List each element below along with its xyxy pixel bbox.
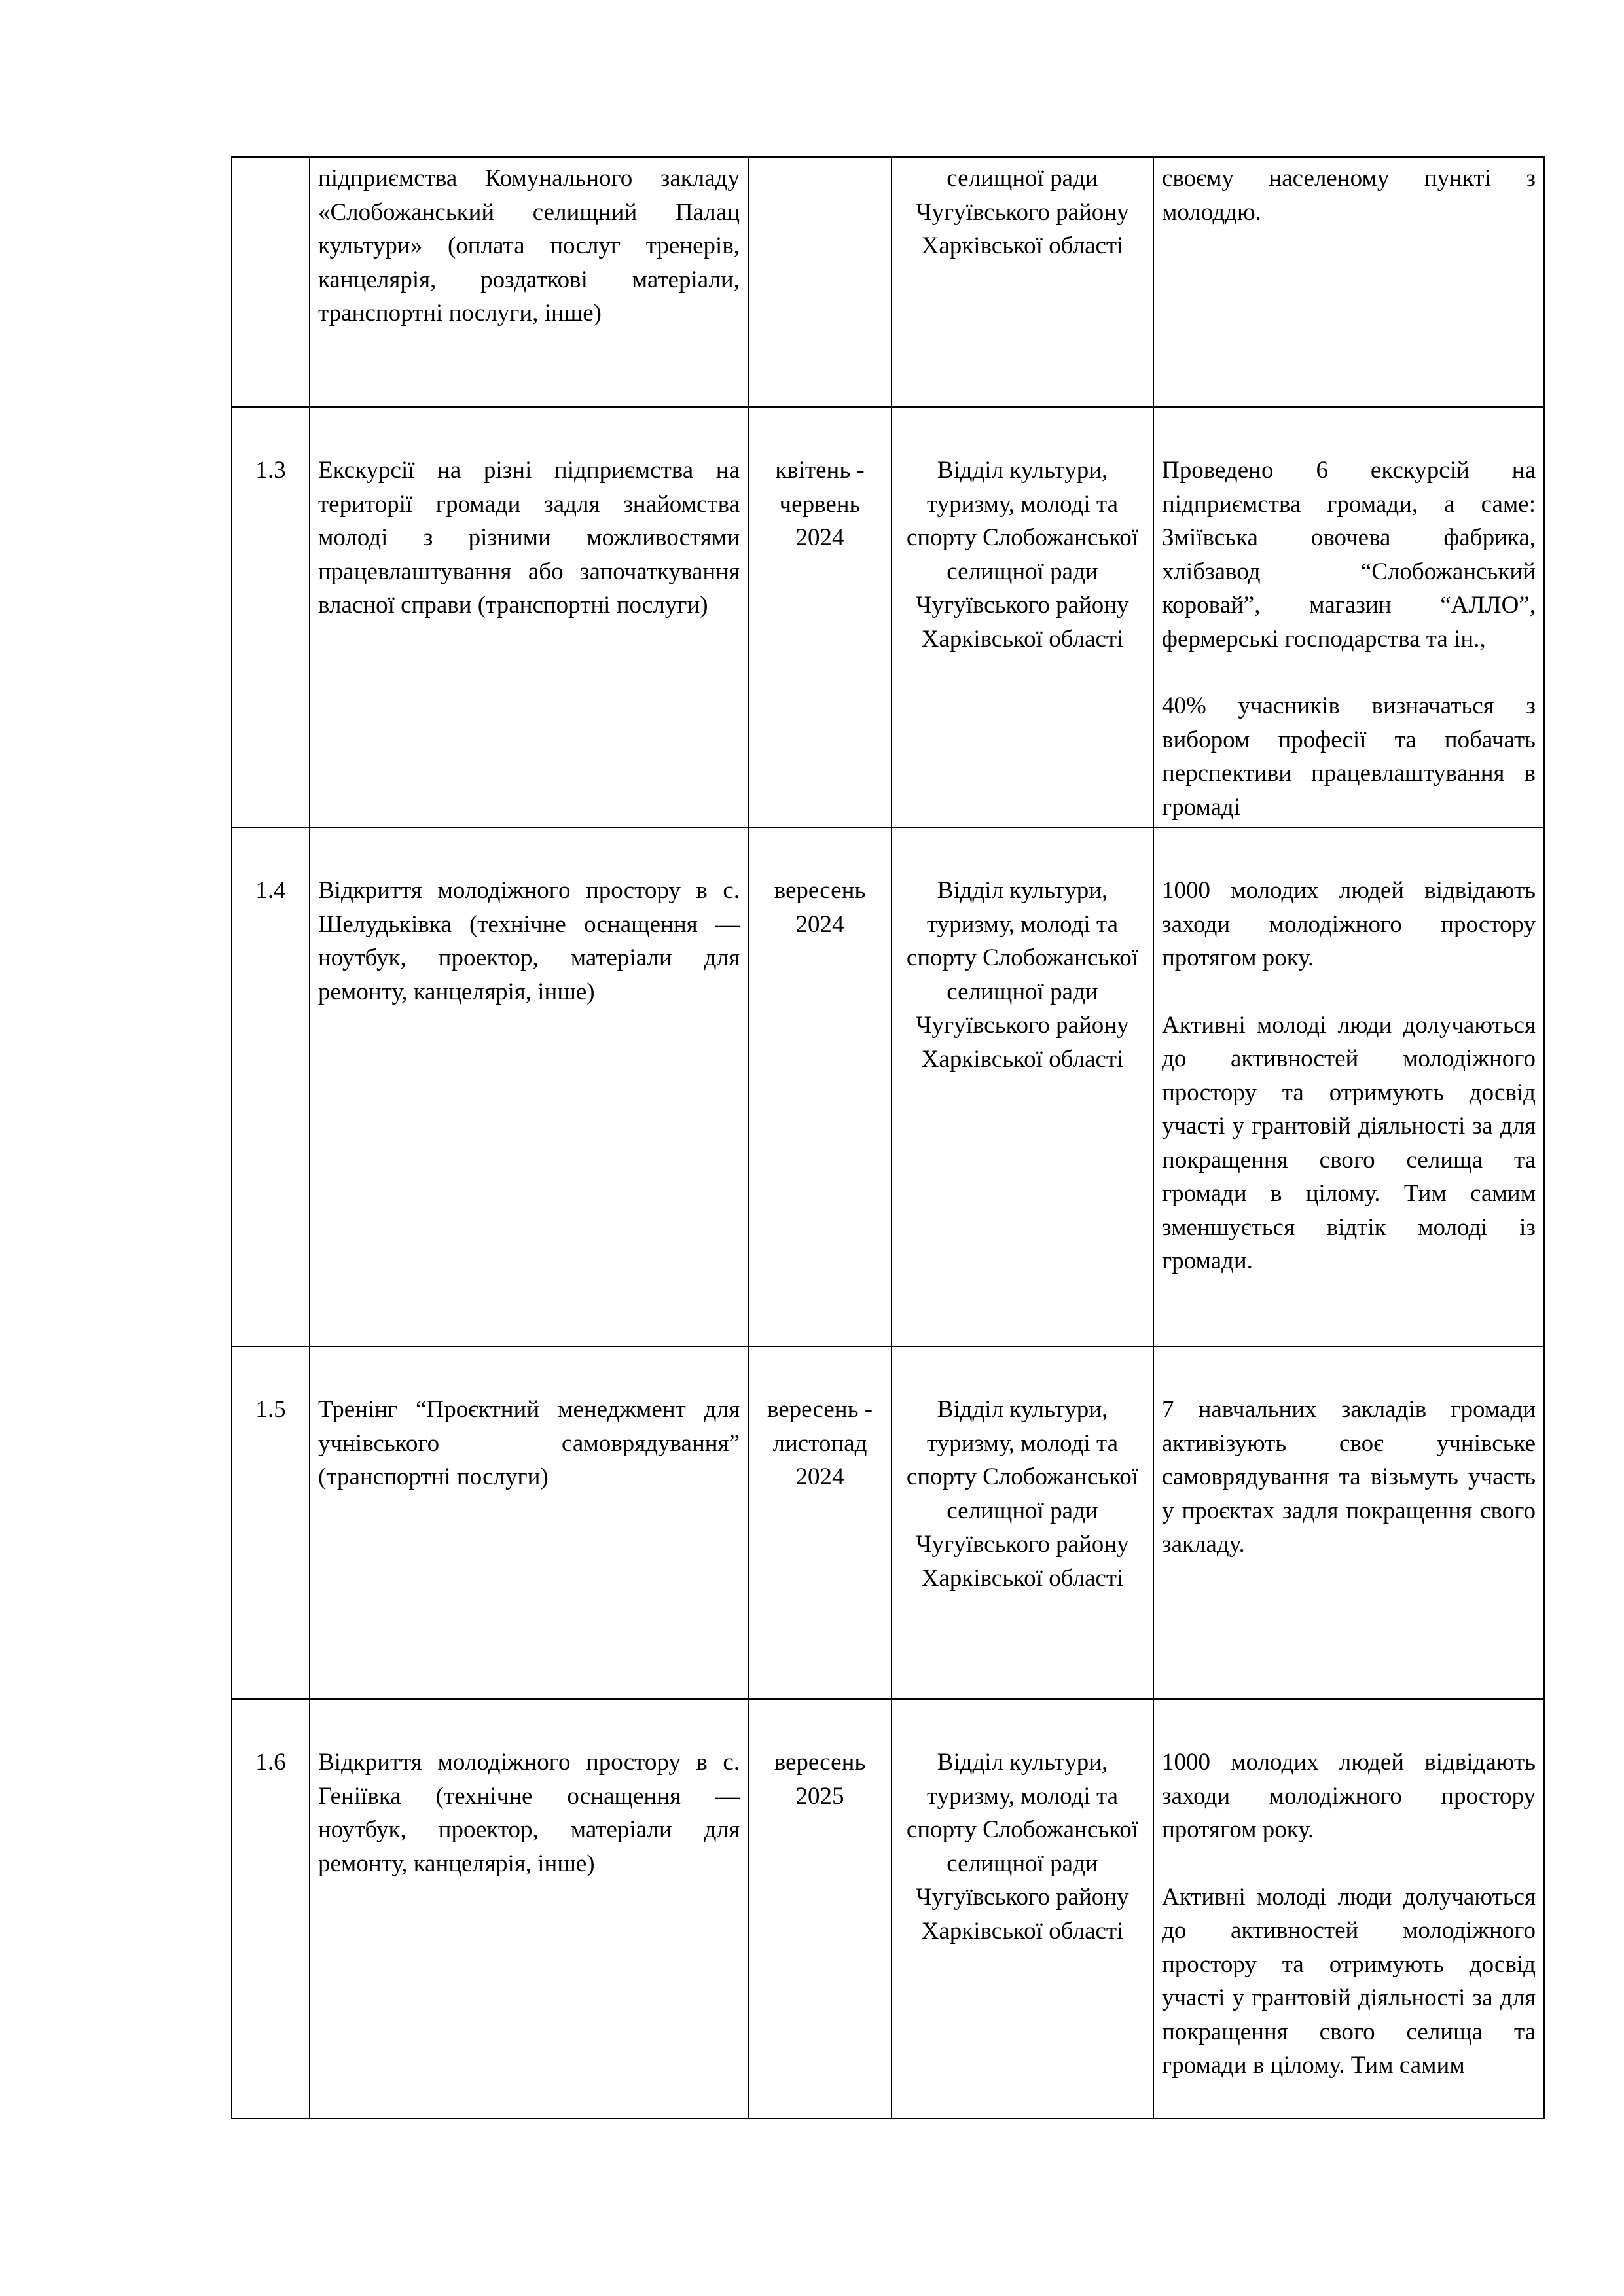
table-row	[232, 157, 1544, 407]
row-number: 1.4	[232, 827, 310, 1346]
result-paragraph: Активні молоді люди долучаються до активностей молодіжного простору та отримують досвід участі у грантовій діяльності за для покращення свого селища та громади в цілому. Тим самим	[1162, 1883, 1536, 2079]
responsible-cell: Відділ культури, туризму, молоді та спорту Слобожанської селищної ради Чугуївського району Харківської області	[892, 1699, 1153, 2119]
table-row	[232, 1346, 1544, 1699]
term-cell: вересень 2024	[748, 827, 892, 1346]
responsible-cell: Відділ культури, туризму, молоді та спорту Слобожанської селищної ради Чугуївського району Харківської області	[892, 827, 1153, 1346]
activity-cell: Тренінг “Проєктний менеджмент для учнівського самоврядування” (транспортні послуги)	[310, 1346, 748, 1699]
responsible-cell: Відділ культури, туризму, молоді та спорту Слобожанської селищної ради Чугуївського району Харківської області	[892, 1346, 1153, 1699]
result-paragraph: Активні молоді люди долучаються до активностей молодіжного простору та отримують досвід участі у грантовій діяльності за для покращення свого селища та громади в цілому. Тим самим зменшується відтік молоді із громади.	[1162, 1011, 1536, 1274]
term-cell	[748, 157, 892, 407]
result-paragraph: своєму населеному пункті з молоддю.	[1162, 165, 1536, 226]
row-number: 1.3	[232, 407, 310, 827]
result-cell	[1153, 157, 1544, 407]
term-cell: квітень - червень 2024	[748, 407, 892, 827]
responsible-cell: Відділ культури, туризму, молоді та спорту Слобожанської селищної ради Чугуївського району Харківської області	[892, 407, 1153, 827]
responsible-cell: селищної ради Чугуївського району Харківської області	[892, 157, 1153, 407]
activity-cell: підприємства Комунального закладу «Слобожанський селищний Палац культури» (оплата послуг тренерів, канцелярія, роздаткові матеріали, транспортні послуги, інше)	[310, 157, 748, 407]
result-paragraph: 40% учасників визначаться з вибором професії та побачать перспективи працевлаштування в громаді	[1162, 692, 1536, 821]
term-cell: вересень - листопад 2024	[748, 1346, 892, 1699]
activity-cell: Екскурсії на різні підприємства на території громади задля знайомства молоді з різними можливостями працевлаштування або започаткування власної справи (транспортні послуги)	[310, 407, 748, 827]
result-cell	[1153, 1346, 1544, 1699]
table-row	[232, 827, 1544, 1346]
table-row	[232, 407, 1544, 827]
row-number: 1.6	[232, 1699, 310, 2119]
result-paragraph: Проведено 6 екскурсій на підприємства громади, а саме: Зміївська овочева фабрика, хлібзавод “Слобожанський коровай”, магазин “АЛЛО”, фермерські господарства та ін.,	[1162, 457, 1536, 653]
row-number	[232, 157, 310, 407]
table-row	[232, 1699, 1544, 2119]
result-cell	[1153, 407, 1544, 827]
result-paragraph: 1000 молодих людей відвідають заходи молодіжного простору протягом року.	[1162, 877, 1536, 971]
activity-cell: Відкриття молодіжного простору в с. Генiївка (технічне оснащення — ноутбук, проектор, матеріали для ремонту, канцелярія, інше)	[310, 1699, 748, 2119]
row-number: 1.5	[232, 1346, 310, 1699]
term-cell: вересень 2025	[748, 1699, 892, 2119]
activities-table	[231, 156, 1545, 2119]
result-paragraph: 7 навчальних закладів громади активізують своє учнівське самоврядування та візьмуть участь у проєктах задля покращення свого закладу.	[1162, 1396, 1536, 1558]
result-cell	[1153, 827, 1544, 1346]
result-cell	[1153, 1699, 1544, 2119]
activity-cell: Відкриття молодіжного простору в с. Шелудьківка (технічне оснащення — ноутбук, проектор, матеріали для ремонту, канцелярія, інше)	[310, 827, 748, 1346]
result-paragraph: 1000 молодих людей відвідають заходи молодіжного простору протягом року.	[1162, 1749, 1536, 1843]
